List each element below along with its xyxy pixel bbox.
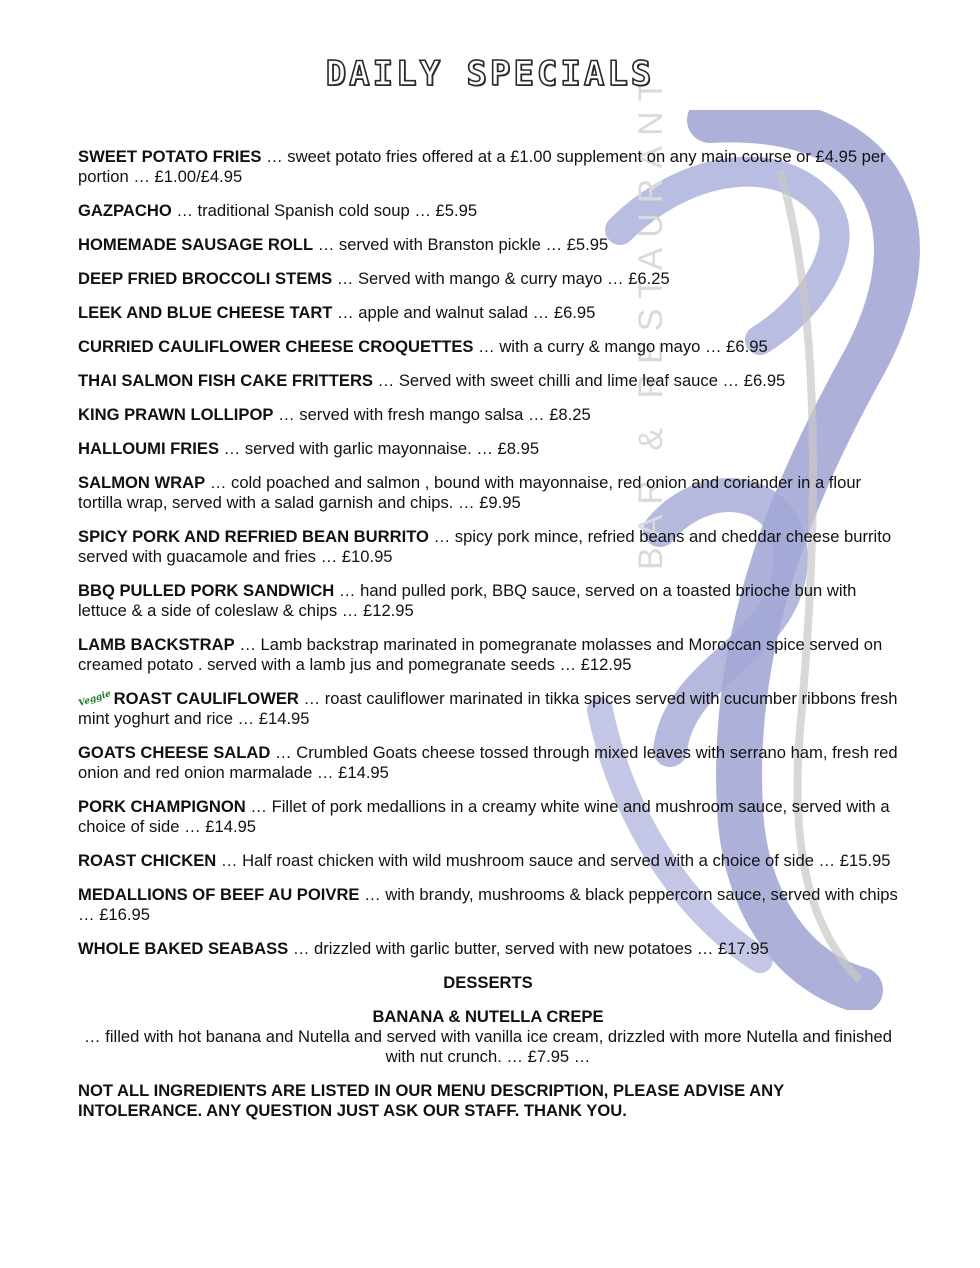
menu-item [78,797,898,837]
menu-item-name: ROAST CAULIFLOWER [113,689,299,708]
menu-item-description: … sweet potato fries offered at a £1.00 supplement on any main course or £4.95 per portion … £1.00/£4.95 [78,147,886,186]
menu-item-name: SPICY PORK AND REFRIED BEAN BURRITO [78,527,429,546]
menu-item-description: … Served with mango & curry mayo … £6.25 [332,269,670,288]
menu-item [78,527,898,567]
menu-item-name: BBQ PULLED PORK SANDWICH [78,581,335,600]
menu-item-description: … drizzled with garlic butter, served with new potatoes … £17.95 [288,939,769,958]
menu-item-name: MEDALLIONS OF BEEF AU POIVRE [78,885,360,904]
menu-item [78,743,898,783]
menu-item-description: … Served with sweet chilli and lime leaf sauce … £6.95 [373,371,786,390]
menu-item-description: … hand pulled pork, BBQ sauce, served on a toasted brioche bun with lettuce & a side of coleslaw & chips … £12.95 [78,581,857,620]
dessert-description: … filled with hot banana and Nutella and served with vanilla ice cream, drizzled with more Nutella and finished with nut crunch. … £7.95 … [84,1027,892,1066]
menu-item-description: … spicy pork mince, refried beans and cheddar cheese burrito served with guacamole and fries … £10.95 [78,527,892,566]
menu-item [78,851,898,871]
menu-item-name: HOMEMADE SAUSAGE ROLL [78,235,314,254]
menu-item-description: … served with fresh mango salsa … £8.25 [273,405,591,424]
menu-item [78,885,898,925]
menu-item-description: … served with Branston pickle … £5.95 [313,235,609,254]
menu-item-description: … Crumbled Goats cheese tossed through mixed leaves with serrano ham, fresh red onion and red onion marmalade … £14.95 [78,743,898,782]
menu-item-description: … traditional Spanish cold soup … £5.95 [171,201,478,220]
menu-item-name: CURRIED CAULIFLOWER CHEESE CROQUETTES [78,337,474,356]
menu-item [78,939,898,959]
menu-item-name: WHOLE BAKED SEABASS [78,939,289,958]
menu-item-description: … apple and walnut salad … £6.95 [332,303,596,322]
dessert-item [78,1007,898,1067]
menu-item-name: THAI SALMON FISH CAKE FRITTERS [78,371,373,390]
menu-item-name: GOATS CHEESE SALAD [78,743,271,762]
menu-item-name: SALMON WRAP [78,473,206,492]
menu-item [78,635,898,675]
menu-item [78,201,898,221]
menu-content [78,147,898,1121]
menu-item [78,147,898,187]
menu-item-name: LEEK AND BLUE CHEESE TART [78,303,333,322]
menu-item [78,371,898,391]
menu-item-description: … with brandy, mushrooms & black peppercorn sauce, served with chips … £16.95 [78,885,898,924]
menu-item [78,405,898,425]
menu-item-description: … roast cauliflower marinated in tikka spices served with cucumber ribbons fresh mint yoghurt and rice … £14.95 [78,689,898,728]
menu-item-name: PORK CHAMPIGNON [78,797,246,816]
menu-item-name: SWEET POTATO FRIES [78,147,262,166]
veggie-icon: Veggie [77,689,113,709]
menu-item-name: KING PRAWN LOLLIPOP [78,405,274,424]
menu-item [78,473,898,513]
dessert-name: BANANA & NUTELLA CREPE [372,1007,604,1026]
menu-item-name: LAMB BACKSTRAP [78,635,235,654]
menu-item [78,303,898,323]
menu-item-description: … Fillet of pork medallions in a creamy white wine and mushroom sauce, served with a choice of side … £14.95 [78,797,890,836]
menu-item-description: … Half roast chicken with wild mushroom sauce and served with a choice of side … £15.95 [216,851,891,870]
menu-item [78,337,898,357]
menu-item [78,235,898,255]
menu-item [78,581,898,621]
allergy-notice: NOT ALL INGREDIENTS ARE LISTED IN OUR MENU DESCRIPTION, PLEASE ADVISE ANY INTOLERANCE. ANY QUESTION JUST ASK OUR STAFF. THANK YOU. [78,1081,784,1120]
desserts-heading: DESSERTS [443,973,533,992]
menu-item [78,269,898,289]
menu-item-name: DEEP FRIED BROCCOLI STEMS [78,269,333,288]
menu-item-name: ROAST CHICKEN [78,851,217,870]
menu-item-description: … cold poached and salmon , bound with mayonnaise, red onion and coriander in a flour tortilla wrap, served with a salad garnish and chips. … £9.95 [78,473,862,512]
page-title: DAILY SPECIALS [325,54,655,94]
menu-item-description: … served with garlic mayonnaise. … £8.95 [219,439,540,458]
menu-item [78,439,898,459]
menu-item [78,689,898,729]
watermark-side-text: BAR & RESTAURANT [632,70,670,570]
specials-list [78,147,898,959]
menu-item-description: … with a curry & mango mayo … £6.95 [473,337,768,356]
menu-item-name: GAZPACHO [78,201,172,220]
menu-item-name: HALLOUMI FRIES [78,439,220,458]
menu-item-description: … Lamb backstrap marinated in pomegranate molasses and Moroccan spice served on creamed potato . served with a lamb jus and pomegranate seeds … £12.95 [78,635,883,674]
